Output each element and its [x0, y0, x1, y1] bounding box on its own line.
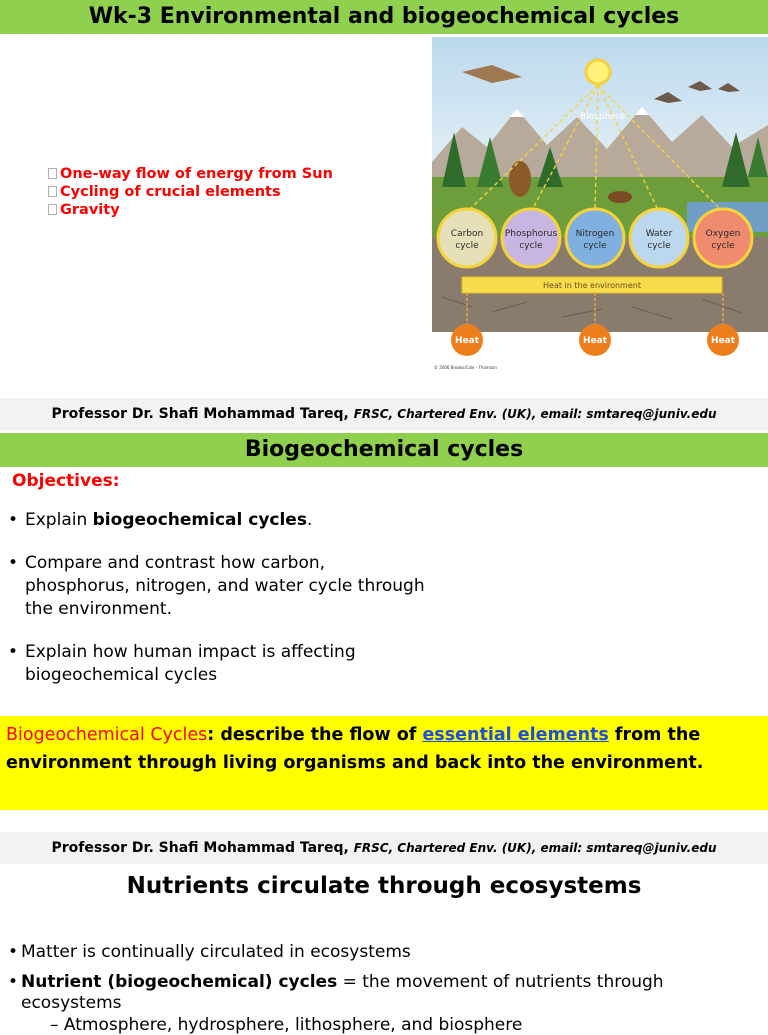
heat-label: Heat — [454, 336, 480, 346]
slide3-bullet-emphasis: Nutrient (biogeochemical) cycles — [21, 972, 338, 992]
cycle-node — [438, 209, 496, 267]
beaver — [608, 191, 632, 203]
cycle-label: Oxygen — [705, 229, 741, 239]
objective-item — [8, 509, 428, 532]
slide1-title: Wk-3 Environmental and biogeochemical cycles — [0, 0, 768, 34]
cycle-node — [630, 209, 688, 267]
objective-text: . — [306, 510, 313, 530]
biosphere-label: Biosphere — [580, 112, 625, 122]
slide1-bullet-item: One-way flow of energy from Sun — [48, 165, 333, 183]
slide1-bullet-list — [48, 165, 333, 219]
slide3-bullet-text: = the movement of nutrients through ecosystems — [21, 972, 664, 1013]
slide3-bullet-item: • Matter is continually circulated in ecosystems — [8, 942, 758, 963]
objective-text: Explain — [25, 510, 93, 530]
cycle-label: cycle — [711, 241, 735, 251]
heat-label: Heat — [582, 336, 608, 346]
author-name: Professor Dr. Shafi Mohammad Tareq, — [51, 406, 349, 422]
heat-node — [451, 324, 483, 356]
sun-icon — [586, 60, 610, 84]
cycle-node — [502, 209, 560, 267]
author-credentials: FRSC, Chartered Env. (UK), email: smtareq@juniv.edu — [353, 841, 717, 855]
slide3-bullet-list — [8, 942, 758, 1023]
slide1-bullet-item: Cycling of crucial elements — [48, 183, 333, 201]
definition-text: from the environment through living organisms and back into the environment. — [6, 725, 704, 773]
slide3-sub-bullet: – Atmosphere, hydrosphere, lithosphere, and biosphere — [50, 1015, 523, 1035]
cycle-label: Carbon — [450, 229, 484, 239]
figure-copyright: © 2006 Brooks/Cole - Thomson — [434, 365, 497, 370]
definition-text: : describe the flow of — [207, 725, 423, 745]
cycle-label: Phosphorus — [504, 229, 558, 239]
slide1-footer — [0, 398, 768, 430]
bear — [509, 161, 531, 197]
objective-item: • Compare and contrast how carbon, phosphorus, nitrogen, and water cycle through the environment. — [8, 552, 428, 621]
cycle-label: cycle — [455, 241, 479, 251]
cycle-label: cycle — [583, 241, 607, 251]
definition-term: Biogeochemical Cycles — [6, 725, 208, 745]
essential-elements-link[interactable]: essential elements — [422, 725, 609, 745]
definition-box — [0, 716, 768, 810]
objectives-list — [8, 509, 428, 707]
heat-band-label: Heat in the environment — [543, 281, 641, 290]
heat-label: Heat — [710, 336, 736, 346]
author-credentials: FRSC, Chartered Env. (UK), email: smtareq@juniv.edu — [353, 407, 717, 421]
objective-item: • Explain how human impact is affecting biogeochemical cycles — [8, 641, 428, 687]
cycle-label: Water — [645, 229, 673, 239]
biogeochemical-cycles-illustration — [432, 37, 768, 373]
cycle-label: Nitrogen — [575, 229, 615, 239]
cycle-label: cycle — [647, 241, 671, 251]
author-name: Professor Dr. Shafi Mohammad Tareq, — [51, 840, 349, 856]
cycle-node — [566, 209, 624, 267]
slide2-title: Biogeochemical cycles — [0, 433, 768, 467]
heat-node — [579, 324, 611, 356]
slide3-title: Nutrients circulate through ecosystems — [126, 873, 642, 899]
slide2-footer — [0, 832, 768, 864]
cycle-node — [694, 209, 752, 267]
heat-node — [707, 324, 739, 356]
slide1-bullet-item: Gravity — [48, 201, 333, 219]
slide3-bullet-item — [8, 972, 758, 1014]
objectives-heading: Objectives: — [12, 471, 120, 491]
objective-emphasis: biogeochemical cycles — [92, 510, 307, 530]
cycle-label: cycle — [519, 241, 543, 251]
